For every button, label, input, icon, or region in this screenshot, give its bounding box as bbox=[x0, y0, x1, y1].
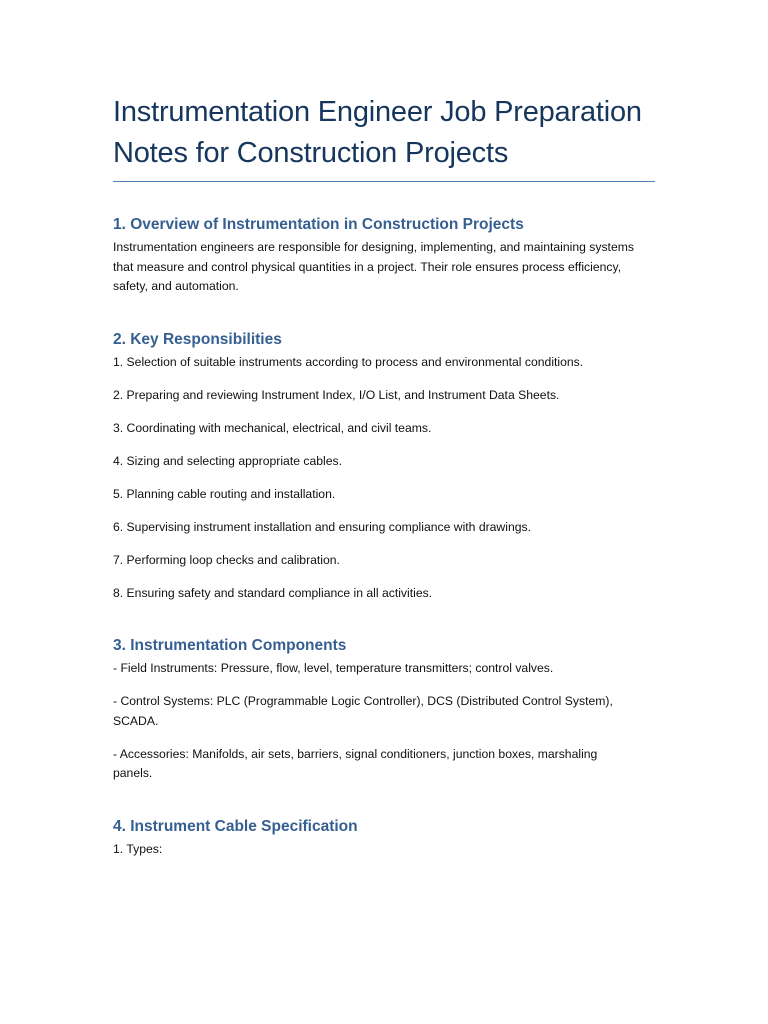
section-overview bbox=[113, 214, 655, 297]
list-item: 3. Coordinating with mechanical, electrical, and civil teams. bbox=[113, 420, 432, 435]
document-title: Instrumentation Engineer Job Preparation Notes for Construction Projects bbox=[113, 96, 642, 169]
list-item: 1. Types: bbox=[113, 841, 163, 856]
list-item: 7. Performing loop checks and calibration. bbox=[113, 552, 340, 567]
list-item: - Field Instruments: Pressure, flow, level, temperature transmitters; control valves. bbox=[113, 661, 554, 675]
section-components bbox=[113, 635, 655, 784]
section-responsibilities bbox=[113, 329, 655, 604]
title-divider bbox=[113, 181, 655, 182]
list-item: - Accessories: Manifolds, air sets, barriers, signal conditioners, junction boxes, marshaling panels. bbox=[113, 746, 598, 780]
document-page bbox=[113, 92, 655, 859]
list-item: 6. Supervising instrument installation and ensuring compliance with drawings. bbox=[113, 519, 531, 534]
section-cable-spec bbox=[113, 816, 655, 860]
list-item: 2. Preparing and reviewing Instrument Index, I/O List, and Instrument Data Sheets. bbox=[113, 387, 560, 402]
section-heading-components: 3. Instrumentation Components bbox=[113, 637, 347, 654]
section-heading-overview: 1. Overview of Instrumentation in Construction Projects bbox=[113, 216, 524, 233]
section-heading-responsibilities: 2. Key Responsibilities bbox=[113, 330, 282, 348]
list-item: - Control Systems: PLC (Programmable Logic Controller), DCS (Distributed Control System), SCADA. bbox=[113, 694, 613, 728]
overview-paragraph: Instrumentation engineers are responsible for designing, implementing, and maintaining systems that measure and control physical quantities in a project. Their role ensures process efficiency, safety, and automation. bbox=[113, 240, 634, 293]
list-item: 1. Selection of suitable instruments according to process and environmental conditions. bbox=[113, 354, 584, 369]
section-heading-cable-spec: 4. Instrument Cable Specification bbox=[113, 817, 358, 835]
list-item: 8. Ensuring safety and standard compliance in all activities. bbox=[113, 585, 433, 600]
list-item: 5. Planning cable routing and installation. bbox=[113, 486, 336, 501]
list-item: 4. Sizing and selecting appropriate cables. bbox=[113, 453, 342, 468]
